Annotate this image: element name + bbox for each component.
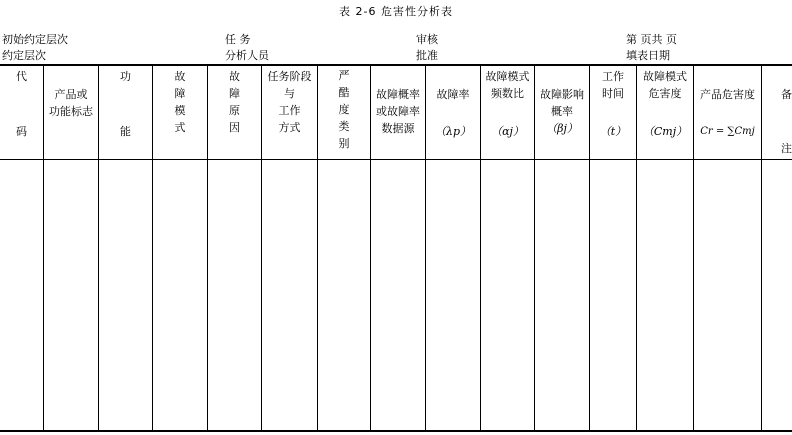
approve-label: 批准 (416, 49, 438, 62)
column-mode-criticality (637, 66, 694, 430)
header-failure-rate: 故障率 （λp） (426, 66, 480, 160)
header-function: 功 能 (99, 66, 152, 160)
header-mission-phase: 任务阶段 与 工作 方式 (262, 66, 317, 160)
header-probability-source: 故障概率 或故障率 数据源 (371, 66, 425, 160)
task-label: 任 务 (225, 33, 251, 46)
review-label: 审核 (416, 33, 438, 46)
level-label: 约定层次 (2, 49, 46, 62)
header-remarks: 备 注 (762, 66, 792, 160)
header-work-time: 工作 时间 （t） (590, 66, 636, 160)
header-code: 代 码 (0, 66, 43, 160)
date-label: 填表日期 (626, 49, 670, 62)
analyst-label: 分析人员 (225, 49, 269, 62)
column-function (99, 66, 153, 430)
header-product-criticality: 产品危害度 Cr = ∑Cmj (694, 66, 761, 160)
header-severity: 严 酷 度 类 别 (318, 66, 370, 160)
column-code (0, 66, 44, 430)
column-mode-ratio (481, 66, 535, 430)
column-product-criticality (694, 66, 762, 430)
column-failure-mode (153, 66, 208, 430)
table-title: 表 2-6 危害性分析表 (339, 5, 453, 18)
criticality-table (0, 64, 792, 432)
column-severity (318, 66, 371, 430)
header-effect-probability: 故障影响 概率 （βj） (535, 66, 589, 160)
column-work-time (590, 66, 637, 430)
initial-level-label: 初始约定层次 (2, 33, 68, 46)
page-label: 第 页共 页 (626, 33, 677, 46)
column-failure-rate (426, 66, 481, 430)
column-remarks (762, 66, 792, 430)
column-product (44, 66, 99, 430)
header-product: 产品或 功能标志 (44, 66, 98, 160)
column-failure-cause (208, 66, 262, 430)
header-mode-criticality: 故障模式 危害度 （Cmj） (637, 66, 693, 160)
column-probability-source (371, 66, 426, 430)
header-failure-cause: 故 障 原 因 (208, 66, 261, 160)
header-failure-mode: 故 障 模 式 (153, 66, 207, 160)
header-mode-ratio: 故障模式 频数比 （αj） (481, 66, 534, 160)
column-effect-probability (535, 66, 590, 430)
column-mission-phase (262, 66, 318, 430)
